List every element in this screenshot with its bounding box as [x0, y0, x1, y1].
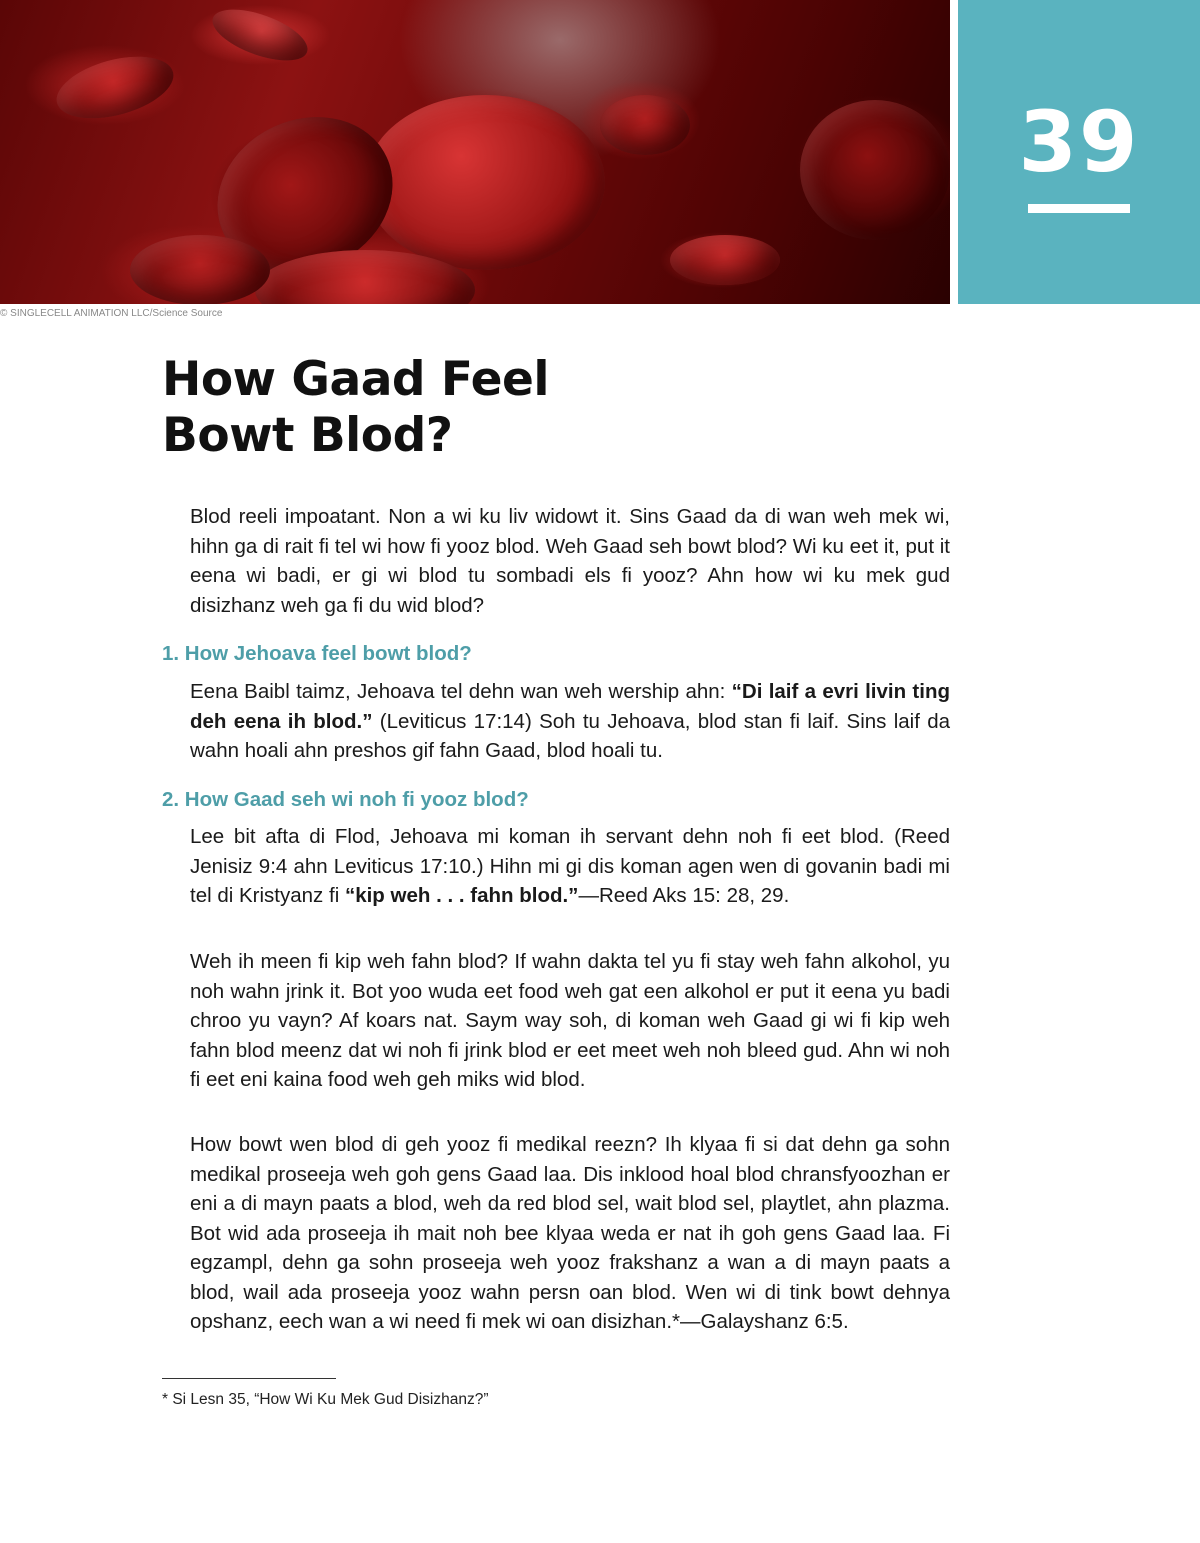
scripture-quote: “kip weh . . . fahn blod.” [344, 884, 579, 907]
red-blood-cell [130, 235, 270, 304]
blood-cells-photo [0, 0, 950, 304]
page-title-line-1: How Gaad Feel [162, 352, 549, 407]
lesson-number-underline [1028, 204, 1130, 213]
red-blood-cell [206, 0, 314, 71]
paragraph-text: —Reed Aks 15: 28, 29. [578, 884, 790, 907]
image-credit: © SINGLECELL ANIMATION LLC/Science Source [0, 308, 223, 319]
section-1-paragraph-1 [190, 677, 950, 766]
page-title [162, 352, 862, 464]
footnote: * Si Lesn 35, “How Wi Ku Mek Gud Disizhanz?” [162, 1391, 489, 1408]
red-blood-cell [600, 95, 690, 155]
scripture-quote: “Di laif a evri livin ting deh eena ih blod.” [190, 680, 950, 733]
page-title-line-2: Bowt Blod? [162, 408, 453, 463]
red-blood-cell [50, 45, 180, 129]
paragraph-text: (Leviticus 17:14) Soh tu Jehoava, blod stan fi laif. Sins laif da wahn hoali ahn preshos gif fahn Gaad, blod hoali tu. [190, 709, 951, 762]
question-heading-2: 2. How Gaad seh wi noh fi yooz blod? [162, 788, 529, 811]
section-2-paragraph-2: Weh ih meen fi kip weh fahn blod? If wahn dakta tel yu fi stay weh fahn alkohol, yu noh wahn jrink it. Bot yoo wuda eet food weh gat een alkohol er put it eena yu badi chroo yu vayn? Af koars nat. Saym way soh, di koman weh Gaad gi wi fi kip weh fahn blod meenz dat wi noh fi jrink blod er eet meet weh noh bleed gud. Ahn wi noh fi eet eni kaina food weh geh miks wid blod. [190, 950, 950, 1091]
question-heading-1: 1. How Jehoava feel bowt blod? [162, 642, 472, 665]
red-blood-cell [365, 95, 605, 270]
red-blood-cell [800, 100, 950, 240]
section-2-paragraph-1 [190, 822, 950, 911]
red-blood-cell [670, 235, 780, 285]
paragraph-text: Eena Baibl taimz, Jehoava tel dehn wan weh wership ahn: [190, 680, 732, 703]
lesson-number-badge [958, 0, 1200, 304]
lesson-number: 39 [1018, 93, 1140, 191]
section-2-paragraph-3: How bowt wen blod di geh yooz fi medikal reezn? Ih klyaa fi si dat dehn ga sohn medikal proseeja weh goh gens Gaad laa. Dis inklood hoal blod chransfyoozhan er eni a di mayn paats a blod, weh da red blod sel, wait blod sel, playtlet, ahn plazma. Bot wid ada proseeja ih mait noh bee klyaa weda er nat ih goh gens Gaad laa. Fi egzampl, dehn ga sohn proseeja weh yooz frakshanz a wan a di mayn paats a blod, wail ada proseeja yooz wahn persn oan blod. Wen wi di tink bowt dehnya opshanz, eech wan a wi need fi mek wi oan disizhan.*—Galayshanz 6:5. [190, 1133, 950, 1333]
paragraph-text: Lee bit afta di Flod, Jehoava mi koman ih servant dehn noh fi eet blod. (Reed Jenisiz 9:4 ahn Leviticus 17:10.) Hihn mi gi dis koman agen wen di govanin badi mi tel di Kristyanz fi [190, 825, 950, 907]
footnote-divider [162, 1378, 336, 1379]
intro-paragraph: Blod reeli impoatant. Non a wi ku liv widowt it. Sins Gaad da di wan weh mek wi, hihn ga di rait fi tel wi how fi yooz blod. Weh Gaad seh bowt blod? Wi ku eet it, put it eena wi badi, er gi wi blod tu sombadi els fi yooz? Ahn how wi ku mek gud disizhanz weh ga fi du wid blod? [190, 505, 950, 617]
